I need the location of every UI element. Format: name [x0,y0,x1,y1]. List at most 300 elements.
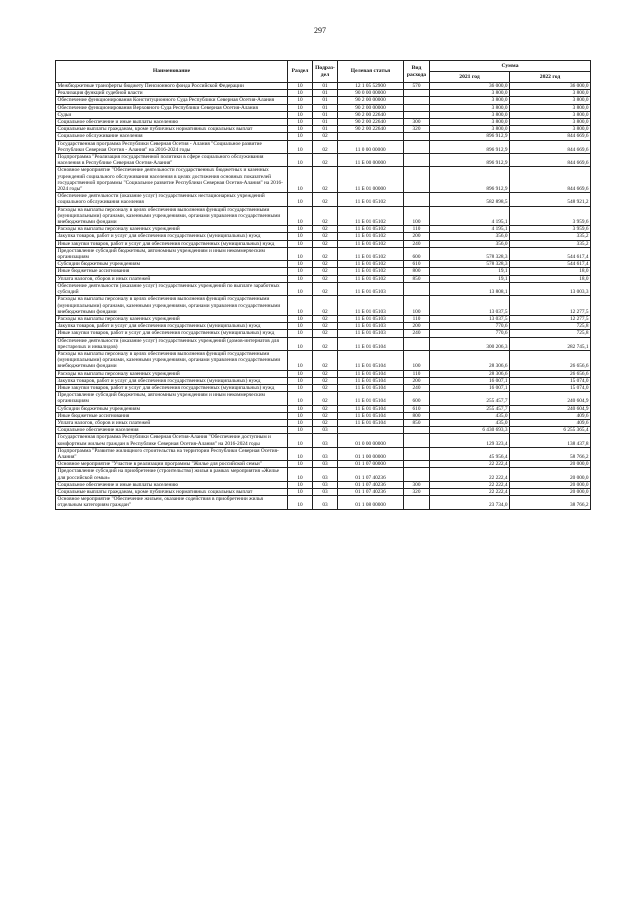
row-podrazdel: 03 [313,481,338,488]
row-vid [404,90,430,97]
row-year2: 15 074,0 [510,377,591,384]
row-name: Субсидии бюджетным учреждениям [56,405,288,412]
table-row [56,434,591,447]
row-vid: 110 [404,315,430,322]
row-year2: 18,0 [510,268,591,275]
row-statya: 11 Б 01 05103 [338,315,404,322]
row-statya [338,427,404,434]
row-podrazdel: 02 [313,140,338,153]
row-razdel: 10 [288,392,313,405]
row-year2: 3 800,0 [510,119,591,126]
row-podrazdel: 02 [313,233,338,240]
row-vid: 600 [404,392,430,405]
table-row [56,337,591,350]
table-row [56,330,591,337]
row-year2: 12 277,5 [510,315,591,322]
row-statya: 11 Б 01 05102 [338,240,404,247]
row-vid: 110 [404,226,430,233]
row-podrazdel: 02 [313,296,338,316]
row-name: Уплата налогов, сборов и иных платежей [56,275,288,282]
row-razdel: 10 [288,268,313,275]
row-vid: 100 [404,296,430,316]
table-row [56,97,591,104]
row-statya: 11 Б 01 05104 [338,337,404,350]
table-row [56,193,591,206]
row-year1: 435,0 [430,412,510,419]
row-statya: 11 Б 01 05102 [338,247,404,260]
row-name: Расходы на выплаты персоналу казенных учреждений [56,226,288,233]
row-vid [404,154,430,167]
row-name: Закупка товаров, работ и услуг для обеспечения государственных (муниципальных) нужд [56,233,288,240]
row-year1: 255 457,7 [430,392,510,405]
row-statya: 90 2 00 00000 [338,104,404,111]
row-statya: 11 Б 01 05103 [338,330,404,337]
table-row [56,419,591,426]
row-year2: 725,8 [510,330,591,337]
table-row [56,119,591,126]
table-row [56,447,591,460]
row-year2: 20 000,0 [510,481,591,488]
row-name: Государственная программа Республики Северная Осетия-Алания "Обеспечение доступным и комфортным жильем граждан в Республике Северная Осетия-Алания" на 2016-2024 годы [56,434,288,447]
row-name: Закупка товаров, работ и услуг для обеспечения государственных (муниципальных) нужд [56,323,288,330]
row-statya: 11 Б 01 05104 [338,350,404,370]
row-podrazdel: 02 [313,275,338,282]
row-vid: 320 [404,126,430,133]
page-number: 297 [314,26,326,35]
row-year2: 240 604,9 [510,405,591,412]
row-year2: 3 800,0 [510,97,591,104]
row-statya: 11 Б 01 05104 [338,384,404,391]
row-statya: 11 Б 01 05103 [338,296,404,316]
table-row [56,140,591,153]
table-row [56,83,591,90]
row-podrazdel: 02 [313,206,338,226]
row-vid: 100 [404,206,430,226]
table-row [56,323,591,330]
row-name: Закупка товаров, работ и услуг для обеспечения государственных (муниципальных) нужд [56,377,288,384]
row-vid [404,111,430,118]
row-year2: 3 959,6 [510,206,591,226]
row-name: Подпрограмма "Развитие жилищного строительства на территории Республики Северная Осетия-Алания" [56,447,288,460]
row-podrazdel: 02 [313,268,338,275]
row-vid [404,133,430,140]
row-statya: 11 Б 01 05104 [338,377,404,384]
table-row [56,111,591,118]
table-row [56,377,591,384]
row-podrazdel: 02 [313,282,338,295]
row-year2: 38 766,2 [510,496,591,509]
row-statya: 01 1 07 40236 [338,488,404,495]
row-year1: 896 912,9 [430,167,510,193]
row-vid: 850 [404,275,430,282]
row-vid [404,447,430,460]
row-podrazdel: 01 [313,97,338,104]
row-year2: 20 000,0 [510,461,591,468]
row-vid [404,140,430,153]
row-vid: 570 [404,83,430,90]
row-vid [404,97,430,104]
row-statya: 90 2 00 22640 [338,119,404,126]
row-vid: 240 [404,330,430,337]
row-vid: 200 [404,377,430,384]
row-podrazdel: 02 [313,261,338,268]
row-vid [404,282,430,295]
table-row [56,370,591,377]
table-row [56,384,591,391]
row-year1: 28 306,6 [430,350,510,370]
row-podrazdel: 02 [313,167,338,193]
row-podrazdel: 02 [313,419,338,426]
row-podrazdel: 01 [313,83,338,90]
row-vid: 200 [404,233,430,240]
row-year1: 36 000,0 [430,83,510,90]
row-podrazdel: 02 [313,405,338,412]
table-row [56,488,591,495]
row-razdel: 10 [288,119,313,126]
row-statya: 11 Б 01 05103 [338,282,404,295]
header-podrazdel: Подраз-дел [313,61,338,83]
row-podrazdel: 02 [313,154,338,167]
row-vid: 320 [404,488,430,495]
row-name: Обеспечение функционирования Конституционного Суда Республики Северная Осетия-Алания [56,97,288,104]
row-podrazdel: 02 [313,384,338,391]
row-statya: 11 Б 01 05102 [338,233,404,240]
row-statya: 11 Б 01 05104 [338,405,404,412]
row-podrazdel: 01 [313,90,338,97]
row-year1: 6 430 693,3 [430,427,510,434]
row-year2: 3 800,0 [510,104,591,111]
row-year1: 13 037,5 [430,315,510,322]
row-statya: 11 Б 01 05102 [338,275,404,282]
row-statya: 11 Б 01 05103 [338,323,404,330]
row-name: Расходы на выплаты персоналу в целях обеспечения выполнения функций государственными (муниципальными) органами, казенными учреждениями, органами управления государственными внебюджетными фондами [56,296,288,316]
row-year2: 26 656,6 [510,370,591,377]
row-year1: 255 457,7 [430,405,510,412]
row-podrazdel: 02 [313,323,338,330]
row-year1: 356,0 [430,240,510,247]
row-name: Государственная программа Республики Северная Осетия - Алания "Социальное развитие Республики Северная Осетия - Алания" на 2016-2024 годы [56,140,288,153]
row-podrazdel: 01 [313,104,338,111]
row-year1: 3 800,0 [430,104,510,111]
row-year1: 129 323,4 [430,434,510,447]
row-name: Социальное обеспечение и иные выплаты населению [56,481,288,488]
table-row [56,226,591,233]
row-podrazdel: 03 [313,434,338,447]
row-vid: 200 [404,323,430,330]
row-year1: 19,1 [430,275,510,282]
row-podrazdel: 02 [313,377,338,384]
row-statya: 11 Б 01 05102 [338,206,404,226]
row-razdel: 10 [288,496,313,509]
row-statya: 01 1 07 00000 [338,461,404,468]
table-row [56,154,591,167]
row-name: Уплата налогов, сборов и иных платежей [56,419,288,426]
row-statya: 11 Б 01 05104 [338,412,404,419]
row-razdel: 10 [288,350,313,370]
row-name: Иные закупки товаров, работ и услуг для обеспечения государственных (муниципальных) нужд [56,240,288,247]
row-name: Основное мероприятие "Участие в реализации программы "Жилье для российской семьи" [56,461,288,468]
row-year2: 725,8 [510,323,591,330]
row-vid [404,468,430,481]
row-vid: 800 [404,412,430,419]
row-statya: 11 Б 01 00000 [338,167,404,193]
row-year2: 844 669,6 [510,133,591,140]
row-razdel: 10 [288,111,313,118]
row-year2: 20 000,0 [510,468,591,481]
table-row [56,392,591,405]
row-podrazdel: 02 [313,392,338,405]
table-row [56,461,591,468]
row-razdel: 10 [288,97,313,104]
row-name: Основное мероприятие "Обеспечение жильем, оказание содействия в приобретении жилья отдельным категориям граждан" [56,496,288,509]
row-razdel: 10 [288,447,313,460]
row-vid [404,427,430,434]
row-year2: 240 604,9 [510,392,591,405]
row-vid: 300 [404,481,430,488]
table-row [56,481,591,488]
row-year2: 6 255 365,4 [510,427,591,434]
row-year2: 544 617,4 [510,247,591,260]
row-year2: 844 669,6 [510,140,591,153]
row-razdel: 10 [288,461,313,468]
row-podrazdel: 02 [313,412,338,419]
row-razdel: 10 [288,261,313,268]
row-podrazdel: 03 [313,496,338,509]
table-row [56,275,591,282]
table-row [56,405,591,412]
row-statya: 90 2 00 22640 [338,111,404,118]
table-row [56,412,591,419]
row-year2: 20 000,0 [510,488,591,495]
table-row [56,427,591,434]
row-year2: 58 766,2 [510,447,591,460]
row-vid: 240 [404,384,430,391]
row-year1: 45 956,4 [430,447,510,460]
table-row [56,247,591,260]
row-razdel: 10 [288,154,313,167]
row-name: Субсидии бюджетным учреждениям [56,261,288,268]
row-statya: 11 Б 01 05104 [338,370,404,377]
table-row [56,90,591,97]
row-vid [404,461,430,468]
row-statya: 01 1 07 40236 [338,481,404,488]
row-year2: 3 800,0 [510,126,591,133]
row-podrazdel: 03 [313,427,338,434]
row-podrazdel: 02 [313,315,338,322]
row-year1: 28 306,6 [430,370,510,377]
row-vid: 600 [404,247,430,260]
header-vid: Вид расхода [404,61,430,83]
row-year2: 3 800,0 [510,90,591,97]
row-statya: 11 Б 01 05102 [338,193,404,206]
row-vid: 800 [404,268,430,275]
row-vid: 240 [404,240,430,247]
row-razdel: 10 [288,104,313,111]
row-vid [404,167,430,193]
row-statya: 12 1 05 52900 [338,83,404,90]
row-year1: 300 206,3 [430,337,510,350]
row-podrazdel: 02 [313,133,338,140]
row-razdel: 10 [288,226,313,233]
row-podrazdel: 01 [313,111,338,118]
row-razdel: 10 [288,427,313,434]
row-statya: 90 2 00 00000 [338,97,404,104]
table-row [56,282,591,295]
row-podrazdel: 02 [313,337,338,350]
row-year1: 896 912,9 [430,133,510,140]
row-year1: 23 734,0 [430,496,510,509]
row-year2: 12 277,5 [510,296,591,316]
row-name: Расходы на выплаты персоналу казенных учреждений [56,315,288,322]
row-podrazdel: 03 [313,447,338,460]
table-row [56,261,591,268]
row-razdel: 10 [288,419,313,426]
row-year1: 3 800,0 [430,97,510,104]
row-name: Социальное обеспечение и иные выплаты населению [56,119,288,126]
row-statya: 11 Б 01 05102 [338,261,404,268]
row-razdel: 10 [288,233,313,240]
row-razdel: 10 [288,247,313,260]
row-year1: 896 912,9 [430,140,510,153]
row-year1: 582 898,5 [430,193,510,206]
row-year1: 435,0 [430,419,510,426]
row-statya: 01 1 00 00000 [338,447,404,460]
header-razdel: Раздел [288,61,313,83]
table-row [56,233,591,240]
row-podrazdel: 02 [313,370,338,377]
row-year1: 3 800,0 [430,90,510,97]
row-year1: 22 222,4 [430,461,510,468]
row-razdel: 10 [288,412,313,419]
row-name: Основное мероприятие "Обеспечение деятельности государственных бюджетных и казенных учреждений социального обслуживания населения в целях достижения основных показателей государственной программы "Социальное развитие Республики Северная Осетия-Алания" на 2016-2024 годы" [56,167,288,193]
row-vid [404,496,430,509]
row-statya: 11 Б 01 05102 [338,268,404,275]
row-year1: 13 037,5 [430,296,510,316]
row-name: Социальное обслуживание населения [56,133,288,140]
row-name: Иные бюджетные ассигнования [56,412,288,419]
row-name: Обеспечение деятельности (оказание услуг) государственных нестационарных учреждений социального обслуживания населения [56,193,288,206]
row-year1: 356,0 [430,233,510,240]
row-name: Иные закупки товаров, работ и услуг для обеспечения государственных (муниципальных) нужд [56,330,288,337]
row-razdel: 10 [288,206,313,226]
row-year2: 15 074,0 [510,384,591,391]
row-year1: 578 328,3 [430,247,510,260]
row-year2: 335,2 [510,233,591,240]
row-vid [404,434,430,447]
row-year1: 22 222,4 [430,481,510,488]
row-statya: 11 Б 00 00000 [338,154,404,167]
row-podrazdel: 03 [313,461,338,468]
row-razdel: 10 [288,126,313,133]
row-name: Социальные выплаты гражданам, кроме публичных нормативных социальных выплат [56,126,288,133]
row-podrazdel: 02 [313,193,338,206]
row-vid: 100 [404,350,430,370]
row-year2: 138 437,8 [510,434,591,447]
row-razdel: 10 [288,434,313,447]
table-body [56,83,591,510]
row-vid [404,337,430,350]
table-row [56,496,591,509]
row-vid: 110 [404,370,430,377]
row-name: Судьи [56,111,288,118]
row-razdel: 10 [288,384,313,391]
row-year1: 19,1 [430,268,510,275]
table-row [56,468,591,481]
header-year2: 2022 год [510,72,591,83]
row-year2: 36 000,0 [510,83,591,90]
row-year1: 896 912,9 [430,154,510,167]
row-razdel: 10 [288,240,313,247]
table-row [56,350,591,370]
row-razdel: 10 [288,140,313,153]
row-year2: 335,2 [510,240,591,247]
row-year1: 4 195,1 [430,226,510,233]
row-razdel: 10 [288,83,313,90]
row-razdel: 10 [288,90,313,97]
row-razdel: 10 [288,193,313,206]
row-year1: 22 222,4 [430,468,510,481]
table-row [56,315,591,322]
row-podrazdel: 02 [313,247,338,260]
row-statya: 11 0 00 00000 [338,140,404,153]
row-razdel: 10 [288,405,313,412]
row-vid: 850 [404,419,430,426]
row-statya [338,133,404,140]
row-podrazdel: 02 [313,330,338,337]
row-razdel: 10 [288,337,313,350]
row-podrazdel: 01 [313,126,338,133]
row-statya: 01 0 00 00000 [338,434,404,447]
row-razdel: 10 [288,468,313,481]
row-year2: 844 669,6 [510,167,591,193]
header-year1: 2021 год [430,72,510,83]
row-razdel: 10 [288,488,313,495]
table-row [56,268,591,275]
row-name: Обеспечение деятельности (оказание услуг) государственных учреждений (домов-интернатов для престарелых и инвалидов) [56,337,288,350]
row-razdel: 10 [288,323,313,330]
row-year1: 4 195,1 [430,206,510,226]
row-razdel: 10 [288,275,313,282]
row-podrazdel: 02 [313,240,338,247]
row-name: Обеспечение функционирования Верховного Суда Республики Северная Осетия-Алания [56,104,288,111]
row-razdel: 10 [288,370,313,377]
row-name: Предоставление субсидий бюджетным, автономным учреждениям и иным некоммерческим организациям [56,392,288,405]
table-row [56,167,591,193]
header-name: Наименование [56,61,288,83]
header-statya: Целевая статья [338,61,404,83]
row-razdel: 10 [288,481,313,488]
row-year2: 548 921,2 [510,193,591,206]
row-razdel: 10 [288,282,313,295]
row-name: Предоставление субсидий на приобретение (строительство) жилья в рамках мероприятия «Жилье для российской семьи» [56,468,288,481]
row-podrazdel: 02 [313,226,338,233]
row-name: Иные бюджетные ассигнования [56,268,288,275]
row-name: Предоставление субсидий бюджетным, автономным учреждениям и иным некоммерческим организациям [56,247,288,260]
table-row [56,104,591,111]
row-name: Социальное обеспечение населения [56,427,288,434]
row-podrazdel: 01 [313,119,338,126]
row-year1: 578 328,3 [430,261,510,268]
row-year2: 3 800,0 [510,111,591,118]
row-name: Иные закупки товаров, работ и услуг для обеспечения государственных (муниципальных) нужд [56,384,288,391]
row-name: Расходы на выплаты персоналу в целях обеспечения выполнения функций государственными (муниципальными) органами, казенными учреждениями, органами управления государственными внебюджетными фондами [56,350,288,370]
row-statya: 11 Б 01 05102 [338,226,404,233]
row-statya: 90 2 00 22640 [338,126,404,133]
row-vid: 300 [404,119,430,126]
row-razdel: 10 [288,330,313,337]
row-podrazdel: 03 [313,468,338,481]
row-name: Социальные выплаты гражданам, кроме публичных нормативных социальных выплат [56,488,288,495]
